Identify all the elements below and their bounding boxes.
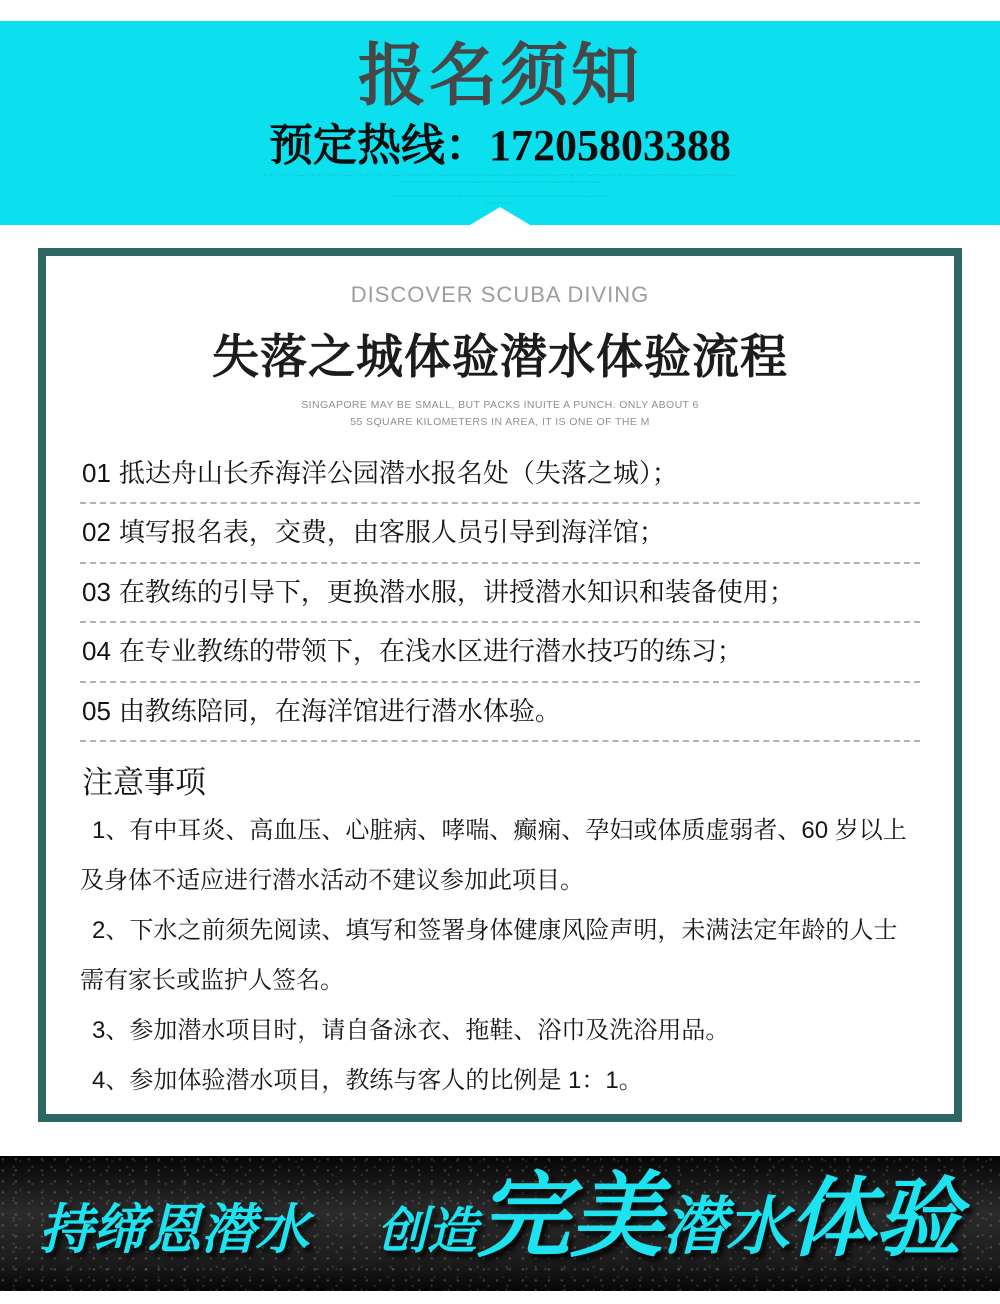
- notice-item: 2、下水之前须先阅读、填写和签署身体健康风险声明，未满法定年龄的人士需有家长或监护人签名。: [80, 917, 898, 995]
- fine-print-line: ·-··.··-·.·-·: [485, 199, 515, 205]
- top-white-strip: [0, 0, 1000, 21]
- brand-slogan: [0, 1156, 1000, 1275]
- step-text: 在专业教练的带领下，在浅水区进行潜水技巧的练习；: [118, 636, 743, 667]
- step-text: 抵达舟山长乔海洋公园潜水报名处（失落之城）；: [118, 457, 678, 488]
- step-number: 05: [82, 695, 111, 726]
- brand-footer: [0, 1156, 1000, 1291]
- step-number: 03: [82, 576, 111, 607]
- steps-list: [80, 445, 920, 743]
- subtitle: [80, 397, 920, 431]
- step-item: [80, 445, 920, 505]
- step-number: 04: [82, 636, 111, 667]
- slogan-segment: 体验: [789, 1168, 961, 1270]
- bottom-white-strip: [0, 1291, 1000, 1304]
- subtitle-line: 55 SQUARE KILOMETERS IN AREA, IT IS ONE OF THE M: [350, 415, 650, 428]
- banner-notch-triangle: [470, 207, 530, 225]
- booking-hotline: 预定热线：17205803388: [269, 120, 731, 170]
- slogan-segment: 潜水: [663, 1189, 789, 1264]
- step-text: 由教练陪同，在海洋馆进行潜水体验。: [118, 695, 561, 726]
- slogan-segment: 创造: [377, 1201, 477, 1261]
- fine-print-line: ··-·.··.·-··.··-·.··.·--·.··.·-··.··-·.··.·--·.··.·-··.··-·.··.·--·.··.·-··.··-·.··.·--·.··.·-··: [390, 192, 610, 198]
- notice-item: 4、参加体验潜水项目，教练与客人的比例是 1：1。: [92, 1067, 643, 1095]
- notice-list: [80, 806, 920, 1106]
- step-text: 在教练的引导下，更换潜水服，讲授潜水知识和装备使用；: [118, 576, 795, 607]
- step-text: 填写报名表，交费，由客服人员引导到海洋馆；: [118, 517, 665, 548]
- slogan-brand-name: 持缔恩潜水: [39, 1197, 309, 1262]
- step-number: 01: [82, 457, 111, 488]
- banner-title: 报名须知: [357, 37, 642, 116]
- page-title: 失落之城体验潜水体验流程: [212, 330, 788, 385]
- slogan-segment: 完美: [477, 1161, 663, 1271]
- step-item: [80, 564, 920, 624]
- subtitle-line: SINGAPORE MAY BE SMALL, BUT PACKS INUITE A PUNCH. ONLY ABOUT 6: [301, 399, 699, 411]
- fine-print-block: [0, 171, 1000, 206]
- process-card: [38, 248, 962, 1122]
- notice-title: 注意事项: [82, 765, 206, 801]
- step-item: [80, 683, 920, 743]
- eyebrow-text: DISCOVER SCUBA DIVING: [350, 282, 650, 307]
- step-item: [80, 623, 920, 683]
- step-number: 02: [82, 517, 111, 548]
- registration-banner: [0, 21, 1000, 225]
- step-item: [80, 504, 920, 564]
- notice-item: 3、参加潜水项目时，请自备泳衣、拖鞋、浴巾及洗浴用品。: [92, 1017, 730, 1045]
- notice-item: 1、有中耳炎、高血压、心脏病、哮喘、癫痫、孕妇或体质虚弱者、60 岁以上及身体不适应进行潜水活动不建议参加此项目。: [80, 817, 907, 895]
- fine-print-line: ·.··-··.·-·.··--·.·.··-··.·-·.··--·.·.··-··.·-·.··--·.·.··-··.·-·.··--·.·.··-··.·-·.··--·: [398, 178, 602, 184]
- fine-print-line: ··.·-··.··-·.··.·--·.··.·-··.··-·.··.·--·.··.·-··.··-·.··.·--·.··.·-··.··-·.··.·--·.··.·-··.··-·.··.·--·.··.·-··.··-·.··.·--·.··.·-··.··-·.··.·--·.··.·-··.··-·.··.·--·.··.·-··.··-·.··.·--·.··.·-··.··-·.··.·--·: [261, 171, 739, 177]
